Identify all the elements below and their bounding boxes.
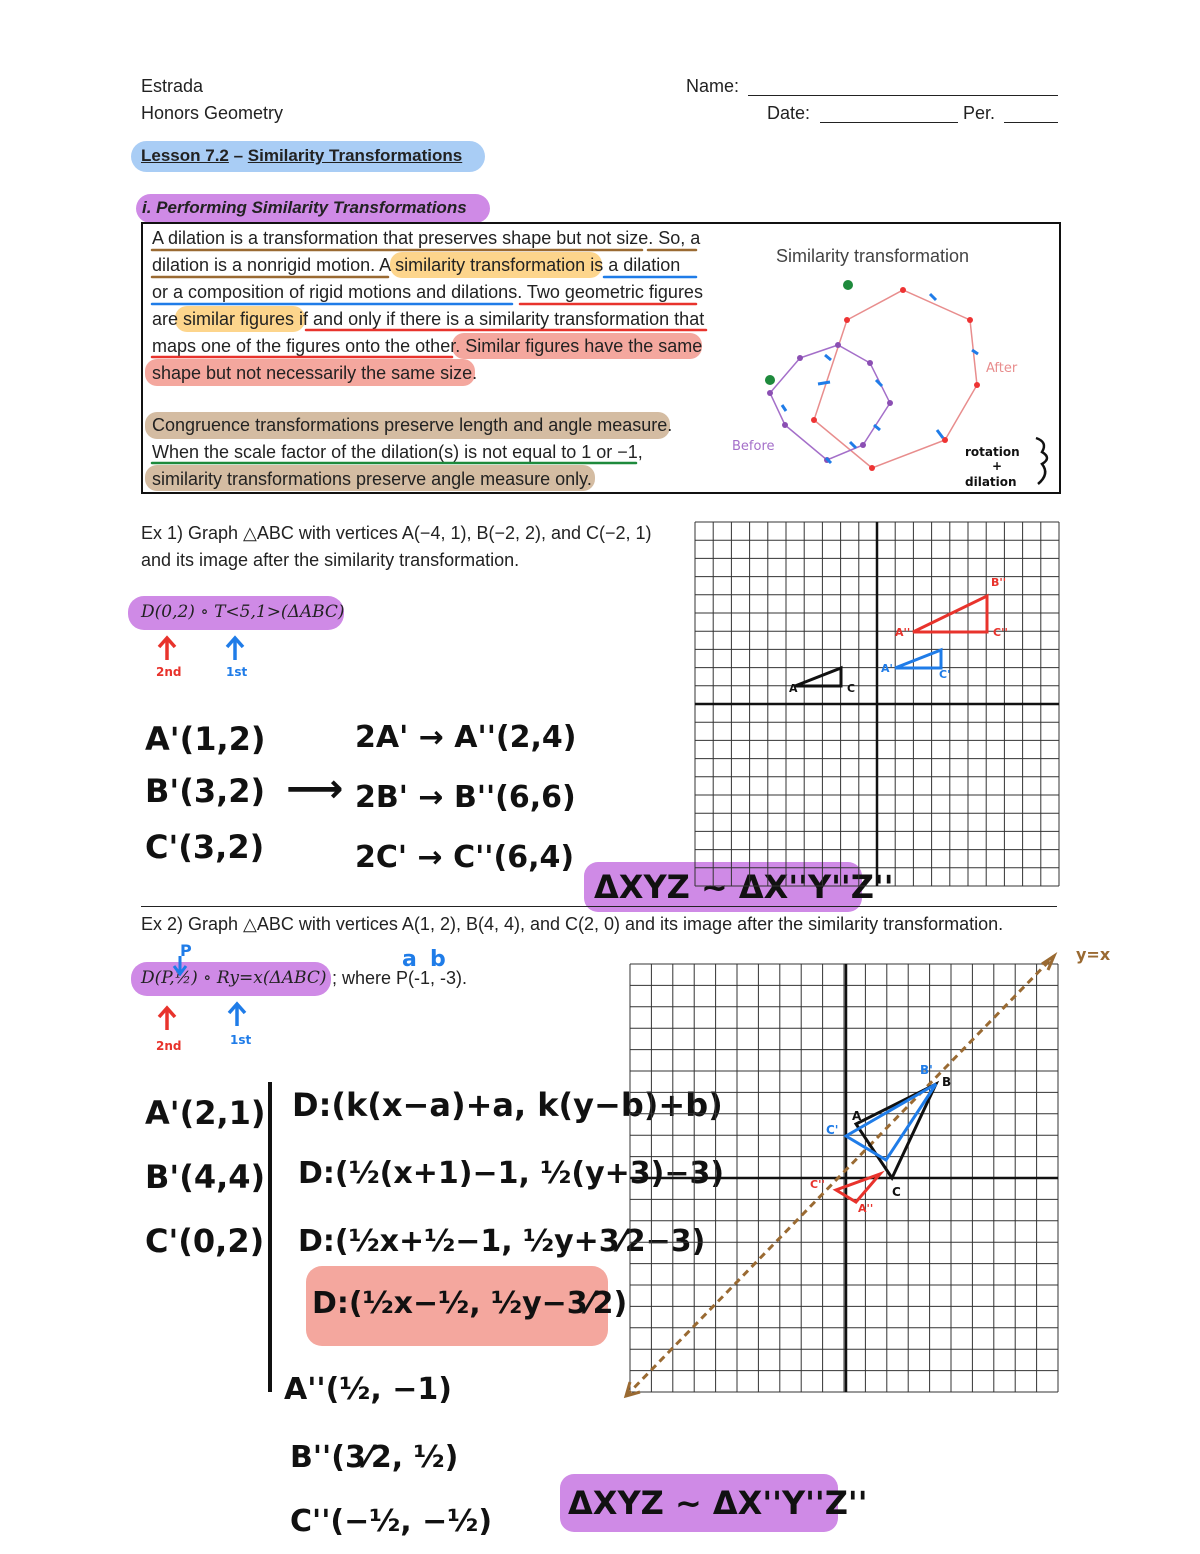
ex1-triangle-abc bbox=[795, 668, 841, 686]
ex2-conclusion: ΔXYZ ~ ΔX''Y''Z'' bbox=[568, 1484, 868, 1522]
ex2-label-a2: A'' bbox=[858, 1202, 874, 1215]
para1-line-6: shape but not necessarily the same size. bbox=[152, 363, 478, 383]
ex2-label-c2: C'' bbox=[810, 1178, 825, 1191]
ex2-where: ; where P(-1, -3). bbox=[332, 968, 468, 988]
ex1-prompt-line-1: Ex 1) Graph △ABC with vertices A(−4, 1), B(−2, 2), and C(−2, 1) bbox=[141, 523, 652, 543]
ex1-coordinate-grid bbox=[695, 522, 1059, 886]
ex2-step-1: D:(k(x−a)+a, k(y−b)+b) bbox=[292, 1086, 723, 1124]
ex1-work-c1: C'(3,2) bbox=[145, 828, 265, 866]
ex2-formula: D(P,½) ∘ Ry=x(ΔABC) bbox=[141, 968, 327, 988]
ex2-p-mark: P bbox=[180, 941, 192, 960]
teacher-name: Estrada bbox=[141, 76, 204, 96]
after-label: After bbox=[986, 361, 1018, 376]
ex2-step-3: D:(½x+½−1, ½y+3⁄2−3) bbox=[298, 1224, 706, 1259]
ex1-label-a2: A'' bbox=[895, 626, 911, 639]
para1-line-1: A dilation is a transformation that preserves shape but not size. So, a bbox=[152, 228, 701, 248]
lesson-dash: – bbox=[228, 146, 248, 165]
section-heading: i. Performing Similarity Transformations bbox=[142, 198, 467, 217]
ex1-label-a1: A' bbox=[881, 662, 893, 675]
ex1-conclusion: ΔXYZ ~ ΔX''Y''Z'' bbox=[594, 868, 894, 906]
ex2-step-4: D:(½x−½, ½y−3⁄2) bbox=[312, 1286, 628, 1321]
lesson-topic: Similarity Transformations bbox=[247, 146, 463, 165]
note-plus: + bbox=[992, 459, 1003, 473]
ex1-work-b1: B'(3,2) bbox=[145, 772, 266, 810]
ex2-label-b: B bbox=[942, 1075, 952, 1089]
ex2-label-c: C bbox=[892, 1185, 901, 1199]
ex1-label-c: C bbox=[847, 682, 856, 695]
para1-line-2: dilation is a nonrigid motion. A similarity transformation is a dilation bbox=[152, 255, 681, 275]
ex1-label-a: A bbox=[789, 682, 798, 695]
ex1-label-c1: C' bbox=[939, 668, 951, 681]
similarity-figure bbox=[730, 270, 1060, 490]
ex2-second-label: 2nd bbox=[156, 1039, 182, 1053]
ex2-triangle-abc bbox=[856, 1084, 936, 1178]
note-bottom: dilation bbox=[965, 475, 1017, 489]
ex2-line-label: y=x bbox=[1076, 945, 1111, 964]
ex1-arrow: ⟶ bbox=[286, 766, 344, 812]
ex1-work-a1: A'(1,2) bbox=[145, 720, 266, 758]
para1-line-5: maps one of the figures onto the other. Similar figures have the same bbox=[152, 336, 703, 356]
ex1-work-a2: 2A' → A''(2,4) bbox=[355, 720, 577, 755]
ex2-label-a: A bbox=[852, 1109, 862, 1123]
ex2-label-c1: C' bbox=[826, 1123, 839, 1137]
ex2-prompt: Ex 2) Graph △ABC with vertices A(1, 2), B(4, 4), and C(2, 0) and its image after the similarity transformation. bbox=[141, 914, 1004, 934]
ex1-prompt-line-2: and its image after the similarity transformation. bbox=[141, 550, 520, 570]
ex2-work-a1: A'(2,1) bbox=[145, 1094, 266, 1132]
ex2-b-mark: b bbox=[430, 947, 446, 972]
before-label: Before bbox=[732, 439, 775, 454]
ex2-step-2: D:(½(x+1)−1, ½(y+3)−3) bbox=[298, 1156, 725, 1191]
section-divider bbox=[141, 906, 1057, 907]
ex2-a-mark: a bbox=[402, 947, 417, 972]
name-label: Name: bbox=[686, 76, 740, 96]
ex2-line-y-equals-x bbox=[626, 956, 1054, 1396]
ex2-label-b1: B' bbox=[920, 1063, 933, 1077]
ex1-triangle-image1 bbox=[895, 650, 941, 668]
figure-title: Similarity transformation bbox=[776, 246, 970, 266]
after-heptagon bbox=[814, 290, 977, 468]
per-label: Per. bbox=[963, 103, 996, 123]
tick-marks bbox=[782, 294, 978, 463]
para2-line-1: Congruence transformations preserve length and angle measure. bbox=[152, 415, 673, 435]
para1-line-4: are similar figures if and only if there is a similarity transformation that bbox=[152, 309, 705, 329]
ex1-formula: D(0,2) ∘ T<5,1>(ΔABC) bbox=[141, 602, 345, 622]
note-top: rotation bbox=[965, 445, 1020, 459]
ex2-first-label: 1st bbox=[230, 1033, 252, 1047]
ex1-work-b2: 2B' → B''(6,6) bbox=[355, 780, 576, 815]
ex1-label-c2: C'' bbox=[993, 626, 1008, 639]
ex2-result-b2: B''(3⁄2, ½) bbox=[290, 1440, 459, 1475]
course-name: Honors Geometry bbox=[141, 103, 284, 123]
after-vertices bbox=[811, 287, 980, 471]
ex2-work-divider bbox=[268, 1082, 272, 1392]
ex2-result-c2: C''(−½, −½) bbox=[290, 1504, 493, 1539]
para2-line-2: When the scale factor of the dilation(s) is not equal to 1 or −1, bbox=[152, 442, 643, 462]
ex2-result-a2: A''(½, −1) bbox=[284, 1372, 452, 1407]
para1-line-3: or a composition of rigid motions and dilations. Two geometric figures bbox=[152, 282, 703, 302]
ex2-coordinate-grid bbox=[630, 945, 1111, 1404]
green-mark-2 bbox=[765, 375, 775, 385]
ex2-annotations bbox=[150, 938, 470, 1058]
brace bbox=[1036, 438, 1047, 484]
ex1-first-label: 1st bbox=[226, 665, 248, 679]
ex2-work-b1: B'(4,4) bbox=[145, 1158, 266, 1196]
ex1-work-c2: 2C' → C''(6,4) bbox=[355, 840, 575, 875]
para2-line-3: similarity transformations preserve angle measure only. bbox=[152, 469, 592, 489]
ex1-order-arrows bbox=[150, 634, 260, 682]
green-mark-1 bbox=[843, 280, 853, 290]
ex2-work-c1: C'(0,2) bbox=[145, 1222, 265, 1260]
ex1-second-label: 2nd bbox=[156, 665, 182, 679]
ex1-label-b2: B'' bbox=[991, 576, 1007, 589]
date-label: Date: bbox=[767, 103, 811, 123]
lesson-number: Lesson 7.2 bbox=[141, 146, 229, 165]
